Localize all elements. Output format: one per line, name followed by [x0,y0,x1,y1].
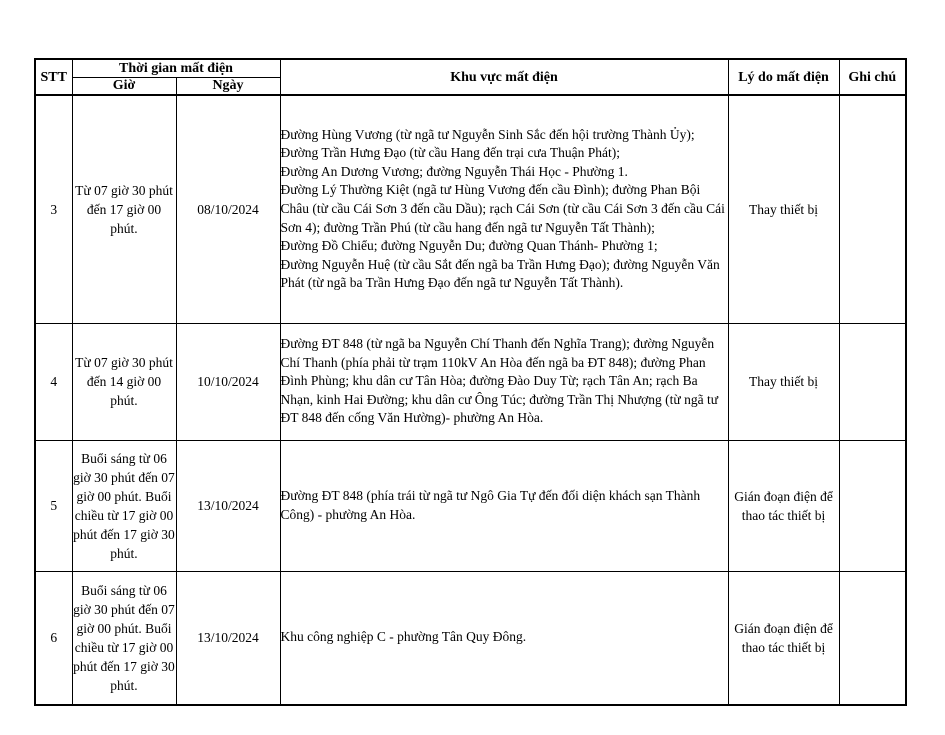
row-area [280,571,728,705]
header-time-group: Thời gian mất điện [72,59,280,77]
row-reason: Gián đoạn điện để thao tác thiết bị [728,440,839,571]
row-date: 08/10/2024 [176,95,280,323]
header-reason: Lý do mất điện [728,59,839,95]
area-line: Đường ĐT 848 (từ ngã ba Nguyễn Chí Thanh đến Nghĩa Trang); đường Nguyễn Chí Thanh (phía phải từ trạm 110kV An Hòa đến ngã ba ĐT 848); đường Phan Đình Phùng; khu dân cư Tân Hòa; đường Đào Duy Từ; rạch Tân An; rạch Ba Nhạn, kinh Hai Đường; khu dân cư Ông Túc; đường Trần Thị Nhượng (từ ngã tư ĐT 848 đến cống Văn Hường)- phường An Hòa. [280,336,719,426]
row-date: 13/10/2024 [176,440,280,571]
row-area [280,440,728,571]
area-line: Đường An Dương Vương; đường Nguyễn Thái Học - Phường 1. [280,163,628,179]
header-note: Ghi chú [839,59,906,95]
row-stt: 4 [35,323,72,440]
row-time: Từ 07 giờ 30 phút đến 17 giờ 00 phút. [72,95,176,323]
area-line: Khu công nghiệp C - phường Tân Quy Đông. [280,629,527,645]
row-stt: 6 [35,571,72,705]
row-date: 10/10/2024 [176,323,280,440]
table-row [35,440,906,571]
header-hour: Giờ [72,77,176,95]
row-reason: Thay thiết bị [728,323,839,440]
row-area [280,323,728,440]
table-row [35,571,906,705]
row-reason: Gián đoạn điện để thao tác thiết bị [728,571,839,705]
row-note [839,571,906,705]
header-area: Khu vực mất điện [280,59,728,95]
row-note [839,323,906,440]
area-line: Đường Nguyễn Huệ (từ cầu Sắt đến ngã ba Trần Hưng Đạo); đường Nguyễn Văn Phát (từ ngã ba Trần Hưng Đạo đến ngã tư Nguyễn Tất Thành). [280,256,720,291]
row-reason: Thay thiết bị [728,95,839,323]
header-stt: STT [35,59,72,95]
area-line: Đường Trần Hưng Đạo (từ cầu Hang đến trại cưa Thuận Phát); [280,145,620,161]
row-time: Buổi sáng từ 06 giờ 30 phút đến 07 giờ 00 phút. Buổi chiều từ 17 giờ 00 phút đến 17 giờ 30 phút. [72,571,176,705]
row-area [280,95,728,323]
area-line: Đường Lý Thường Kiệt (ngã tư Hùng Vương đến cầu Đình); đường Phan Bội Châu (từ cầu Cái Sơn 3 đến cầu Dầu); rạch Cái Sơn (từ cầu Cái Sơn 3 đến cầu Cái Sơn 4); đường Trần Phú (từ cầu hang đến ngã tư Nguyễn Tất Thành); [280,182,725,235]
row-note [839,95,906,323]
table-row [35,323,906,440]
row-note [839,440,906,571]
header-date: Ngày [176,77,280,95]
area-line: Đường ĐT 848 (phía trái từ ngã tư Ngô Gia Tự đến đối diện khách sạn Thành Công) - phường An Hòa. [280,487,701,522]
row-stt: 3 [35,95,72,323]
area-line: Đường Hùng Vương (từ ngã tư Nguyễn Sinh Sắc đến hội trường Thành Ủy); [280,126,695,142]
table-row [35,95,906,323]
area-line: Đường Đồ Chiểu; đường Nguyễn Du; đường Quan Thánh- Phường 1; [280,238,658,254]
row-date: 13/10/2024 [176,571,280,705]
row-stt: 5 [35,440,72,571]
power-outage-table [34,58,907,706]
row-time: Buổi sáng từ 06 giờ 30 phút đến 07 giờ 00 phút. Buổi chiều từ 17 giờ 00 phút đến 17 giờ 30 phút. [72,440,176,571]
row-time: Từ 07 giờ 30 phút đến 14 giờ 00 phút. [72,323,176,440]
